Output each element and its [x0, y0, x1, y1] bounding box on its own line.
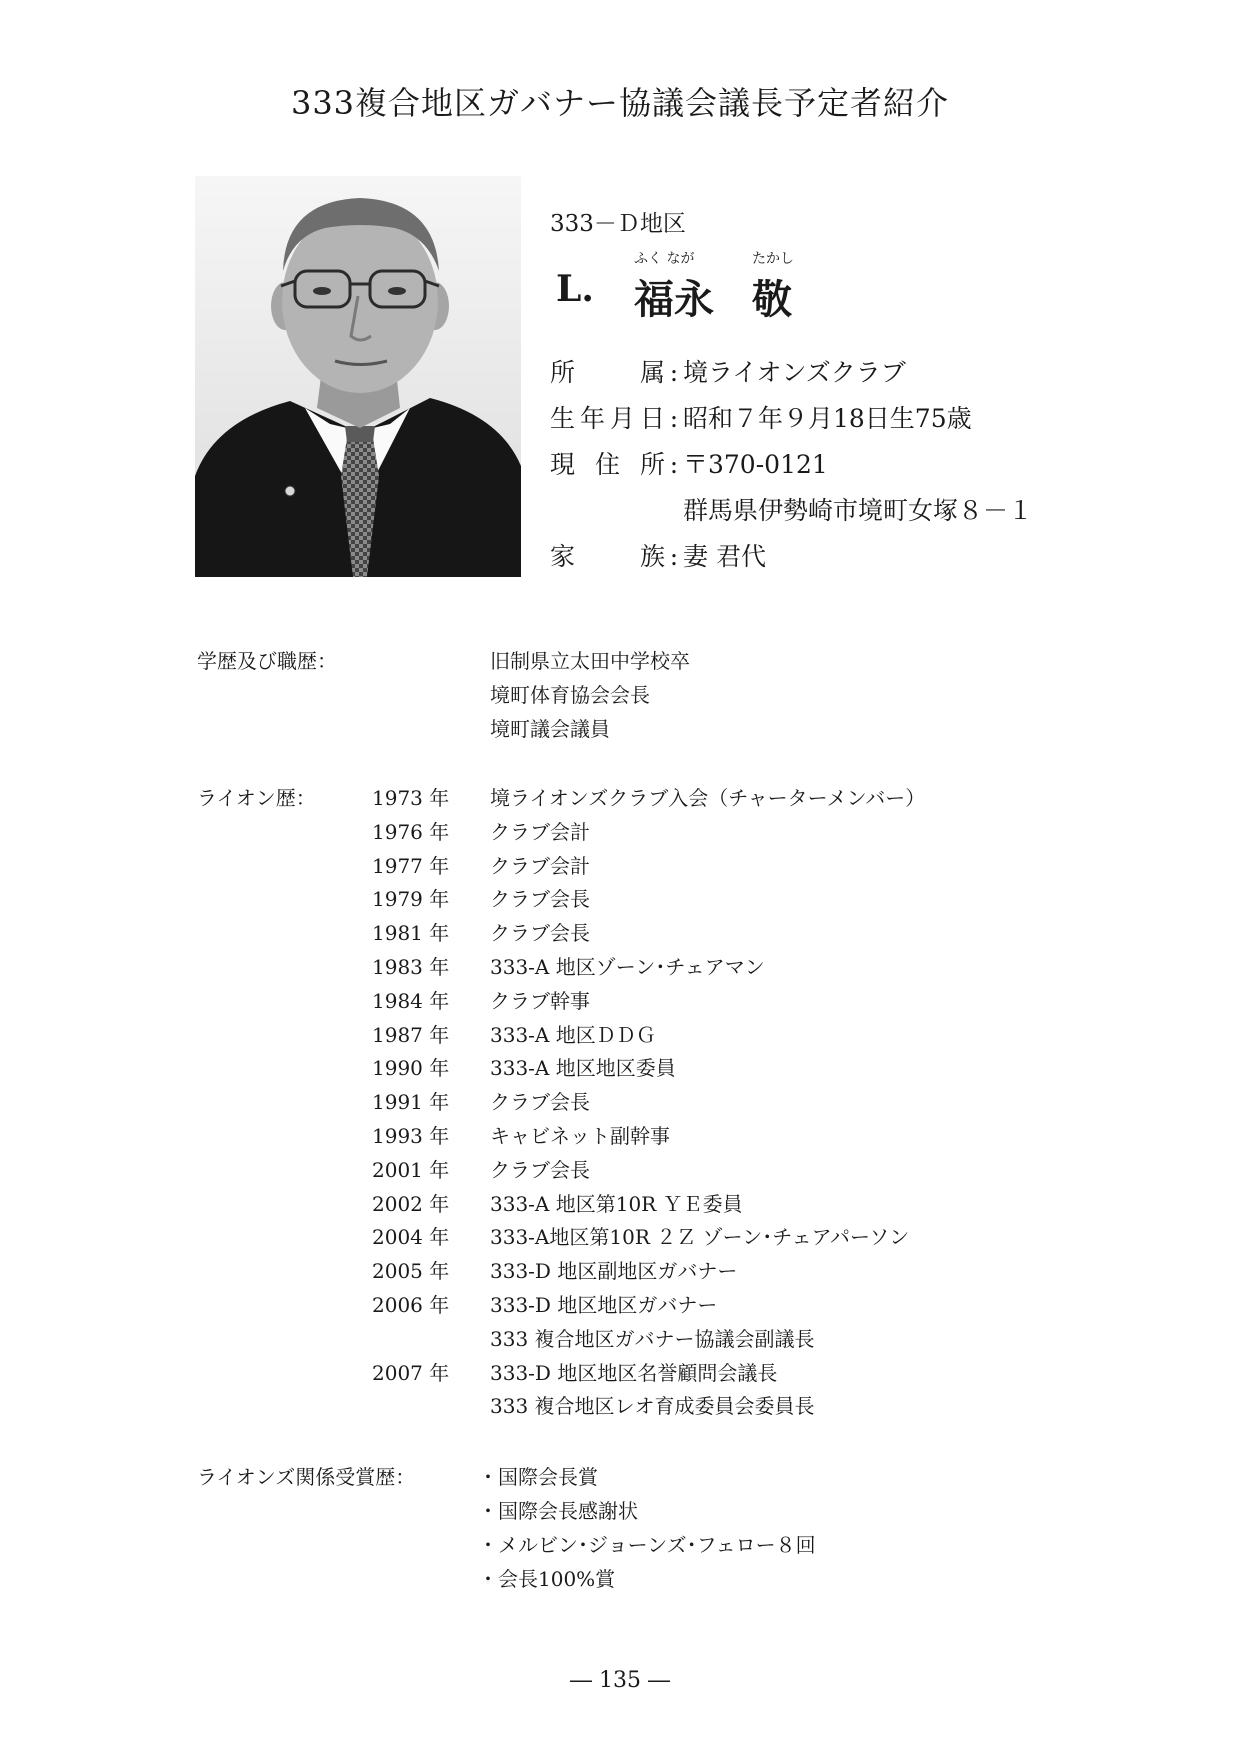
history-year: 1976 年: [372, 819, 450, 844]
profile-value: 昭和７年９月18日生75歳: [683, 404, 972, 433]
history-year: 1979 年: [372, 887, 450, 912]
history-text: 境ライオンズクラブ入会（チャーターメンバー）: [490, 786, 926, 810]
education-item: 旧制県立太田中学校卒: [490, 649, 690, 673]
profile-label: 家族: [550, 542, 665, 571]
lions-history-label: ライオン歴：: [197, 786, 316, 810]
profile-row: [550, 491, 1033, 527]
profile-label: 生年月日: [550, 404, 665, 433]
history-text: クラブ会長: [490, 1090, 590, 1115]
profile-label: 所属: [550, 358, 665, 387]
profile-value: 境ライオンズクラブ: [683, 358, 906, 387]
award-item: ・会長100%賞: [478, 1567, 616, 1591]
history-text: 333-A 地区ゾーン･チェアマン: [490, 955, 765, 979]
history-text: 333 複合地区ガバナー協議会副議長: [490, 1326, 815, 1351]
portrait-photo: [195, 176, 521, 577]
family-name: 福永: [634, 276, 714, 323]
history-year: 2001 年: [372, 1157, 450, 1182]
profile-row: 現住所 : 〒370-0121: [550, 445, 828, 481]
profile-value: 群馬県伊勢崎市境町女塚８－１: [683, 496, 1034, 525]
award-item: ・国際会長感謝状: [478, 1499, 638, 1523]
name-prefix: L.: [556, 268, 594, 310]
history-text: 333-D 地区地区ガバナー: [490, 1293, 718, 1317]
education-label: 学歴及び職歴：: [197, 649, 337, 673]
award-item: ・メルビン･ジョーンズ･フェロー８回: [478, 1533, 816, 1557]
history-text: 333-A 地区第10R ＹＥ委員: [490, 1191, 743, 1216]
history-year: 1993 年: [372, 1124, 450, 1148]
page-title: 333複合地区ガバナー協議会議長予定者紹介: [290, 84, 950, 122]
history-text: 333-A地区第10R ２Ｚ ゾーン･チェアパーソン: [490, 1225, 910, 1250]
portrait-illustration: [195, 176, 521, 577]
profile-value: 妻 君代: [683, 542, 766, 571]
history-text: 333-A 地区ＤＤＧ: [490, 1022, 656, 1047]
history-text: キャビネット副幹事: [490, 1124, 670, 1148]
history-year: 2006 年: [372, 1293, 450, 1317]
history-year: 1977 年: [372, 853, 450, 878]
history-text: 333-D 地区副地区ガバナー: [490, 1259, 738, 1284]
award-item: ・国際会長賞: [478, 1465, 598, 1489]
history-year: 1973 年: [372, 786, 450, 810]
history-year: 1981 年: [372, 921, 450, 946]
history-year: 1984 年: [372, 988, 450, 1013]
history-text: 333 複合地区レオ育成委員会委員長: [490, 1394, 815, 1419]
family-name-ruby: ふく なが: [634, 251, 695, 267]
history-year: 2007 年: [372, 1360, 450, 1385]
education-item: 境町議会議員: [490, 717, 610, 741]
page-number: ― 135 ―: [570, 1668, 670, 1693]
history-text: クラブ会長: [490, 887, 590, 912]
profile-row: 所属 : 境ライオンズクラブ: [550, 353, 906, 389]
history-text: クラブ会長: [490, 1157, 590, 1182]
history-text: クラブ会計: [490, 853, 590, 878]
history-text: クラブ幹事: [490, 988, 590, 1013]
history-text: クラブ会計: [490, 819, 590, 844]
awards-label: ライオンズ関係受賞歴：: [197, 1465, 416, 1489]
history-year: 2002 年: [372, 1191, 450, 1216]
given-name: 敬: [752, 276, 792, 323]
profile-label: 現住所: [550, 450, 665, 479]
history-year: 1991 年: [372, 1090, 450, 1115]
profile-row: 生年月日 : 昭和７年９月18日生75歳: [550, 399, 972, 435]
history-year: 2005 年: [372, 1259, 450, 1284]
history-text: 333-A 地区地区委員: [490, 1056, 676, 1081]
history-text: 333-D 地区地区名誉顧問会議長: [490, 1360, 778, 1385]
history-year: 2004 年: [372, 1225, 450, 1250]
history-year: 1983 年: [372, 955, 450, 979]
history-text: クラブ会長: [490, 921, 590, 946]
history-year: 1987 年: [372, 1022, 450, 1047]
given-name-ruby: たかし: [752, 251, 794, 267]
profile-value: 〒370-0121: [683, 450, 828, 479]
education-item: 境町体育協会会長: [490, 683, 650, 707]
district-label: 333－Ｄ地区: [550, 211, 686, 237]
history-year: 1990 年: [372, 1056, 450, 1081]
profile-row: 家族 : 妻 君代: [550, 537, 766, 573]
